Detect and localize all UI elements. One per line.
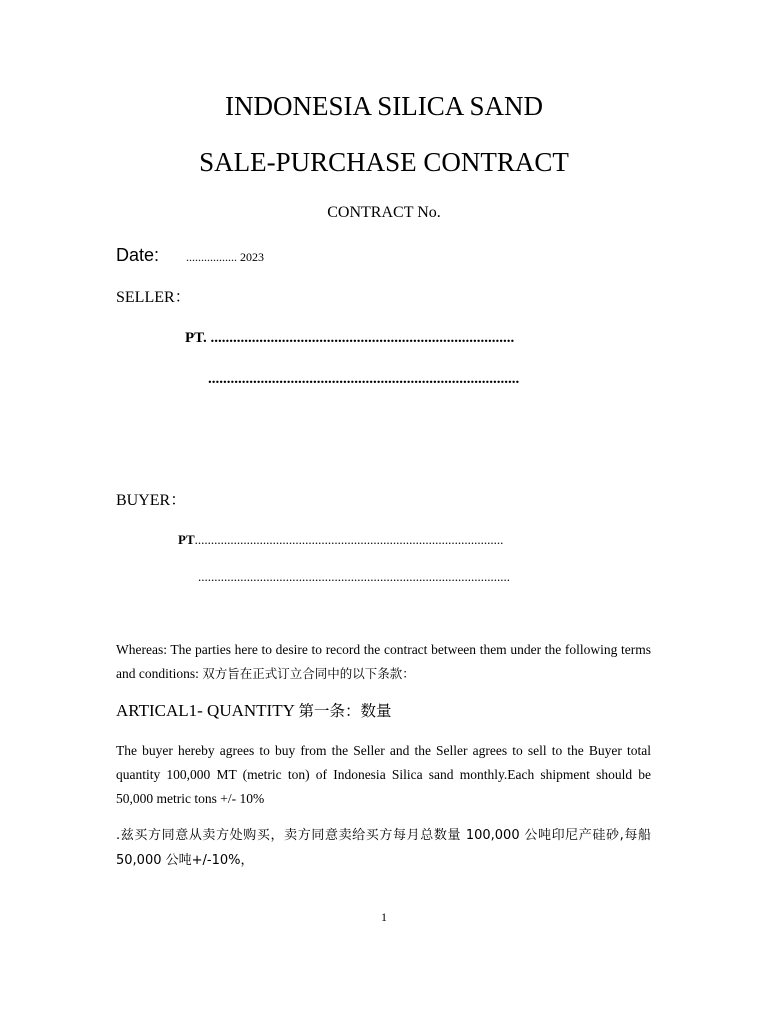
document-title-line-2: SALE-PURCHASE CONTRACT bbox=[199, 147, 569, 177]
contract-number-label: CONTRACT No. bbox=[327, 204, 441, 221]
whereas-chinese-text: 双方旨在正式订立合同中的以下条款： bbox=[202, 666, 415, 681]
article-1-heading-chinese: 第一条：数量 bbox=[298, 702, 392, 720]
article-1-heading-english: ARTICAL1- QUANTITY bbox=[116, 701, 295, 720]
whereas-english-text: Whereas: The parties here to desire to record the contract between them under the following terms and conditions: bbox=[116, 642, 651, 681]
buyer-name-dots: ............................................................................................... bbox=[194, 533, 504, 546]
page-number: 1 bbox=[381, 910, 387, 924]
buyer-pt-prefix: PT bbox=[178, 533, 195, 546]
whereas-paragraph bbox=[116, 638, 651, 686]
article-1-chinese-text: .兹买方同意从卖方处购买，卖方同意卖给买方每月总数量 100,000 公吨印尼产硅砂,每船 50,000 公吨+/-10%， bbox=[116, 828, 651, 868]
buyer-address-line: ................................................................................................ bbox=[198, 570, 510, 583]
seller-name-line: PT. ................................................................................. bbox=[185, 331, 515, 346]
document-title-line-1: INDONESIA SILICA SAND bbox=[224, 91, 543, 121]
date-value: ................. 2023 bbox=[186, 250, 264, 264]
buyer-name-line bbox=[178, 533, 581, 546]
seller-label: SELLER： bbox=[116, 289, 191, 306]
date-label: Date: bbox=[116, 245, 160, 265]
article-1-heading bbox=[116, 701, 392, 721]
buyer-label: BUYER： bbox=[116, 492, 187, 509]
article-1-chinese-paragraph bbox=[116, 823, 651, 873]
article-1-english-paragraph: The buyer hereby agrees to buy from the Seller and the Seller agrees to sell to the Buyer total quantity 100,000 MT (metric ton) of Indonesia Silica sand monthly.Each shipment should be 50,000 metric tons +/- 10% bbox=[116, 743, 651, 806]
seller-address-line: ................................................................................... bbox=[208, 372, 520, 387]
